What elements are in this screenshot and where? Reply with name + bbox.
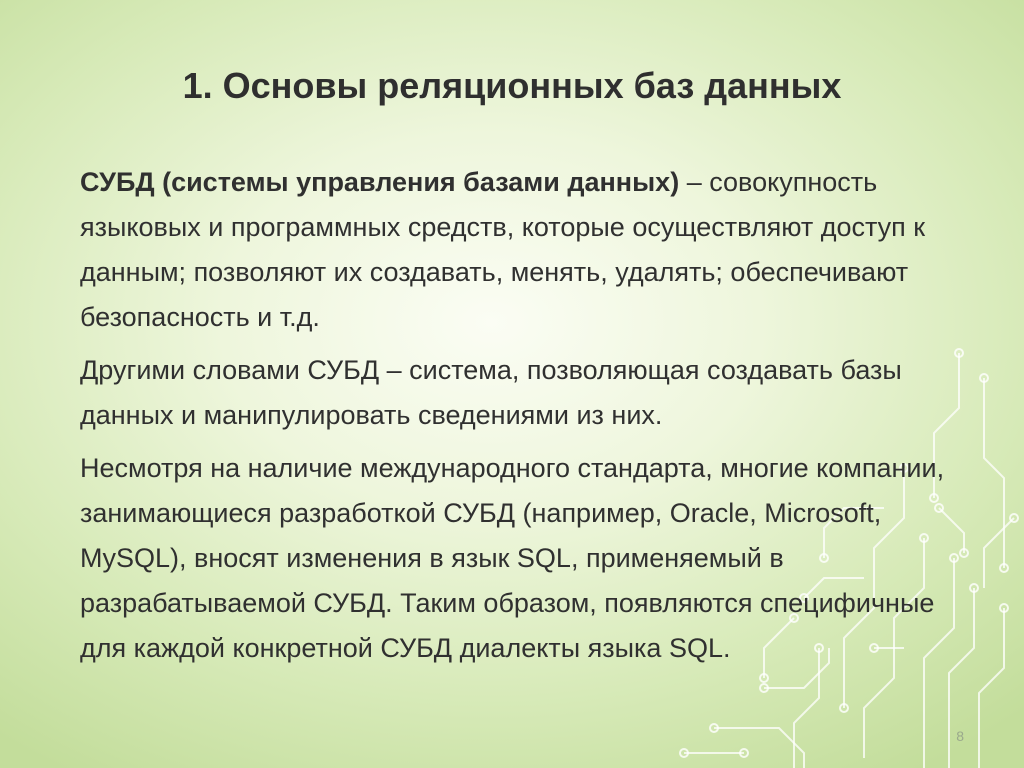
slide-title: 1. Основы реляционных баз данных <box>182 65 842 106</box>
dialects-text: Несмотря на наличие международного стандарта, многие компании, занимающиеся разработкой СУБД (например, Oracle, Microsoft, MySQL), вносят изменения в язык SQL, применяемый в разрабатываемой СУБД. Таким образом, появляются специфичные для каждой конкретной СУБД диалекты языка SQL. <box>80 453 945 663</box>
paragraph-dialects <box>80 446 980 671</box>
slide-number: 8 <box>956 728 964 744</box>
paragraph-other-words <box>80 348 980 438</box>
definition-term: СУБД (системы управления базами данных) <box>80 167 680 197</box>
definition-text: – совокупность языковых и программных средств, которые осуществляют доступ к данным; позволяют их создавать, менять, удалять; обеспечивают безопасность и т.д. <box>80 167 926 332</box>
slide-body <box>80 160 980 679</box>
paragraph-definition <box>80 160 980 340</box>
other-words-text: Другими словами СУБД – система, позволяющая создавать базы данных и манипулировать сведениями из них. <box>80 355 902 430</box>
